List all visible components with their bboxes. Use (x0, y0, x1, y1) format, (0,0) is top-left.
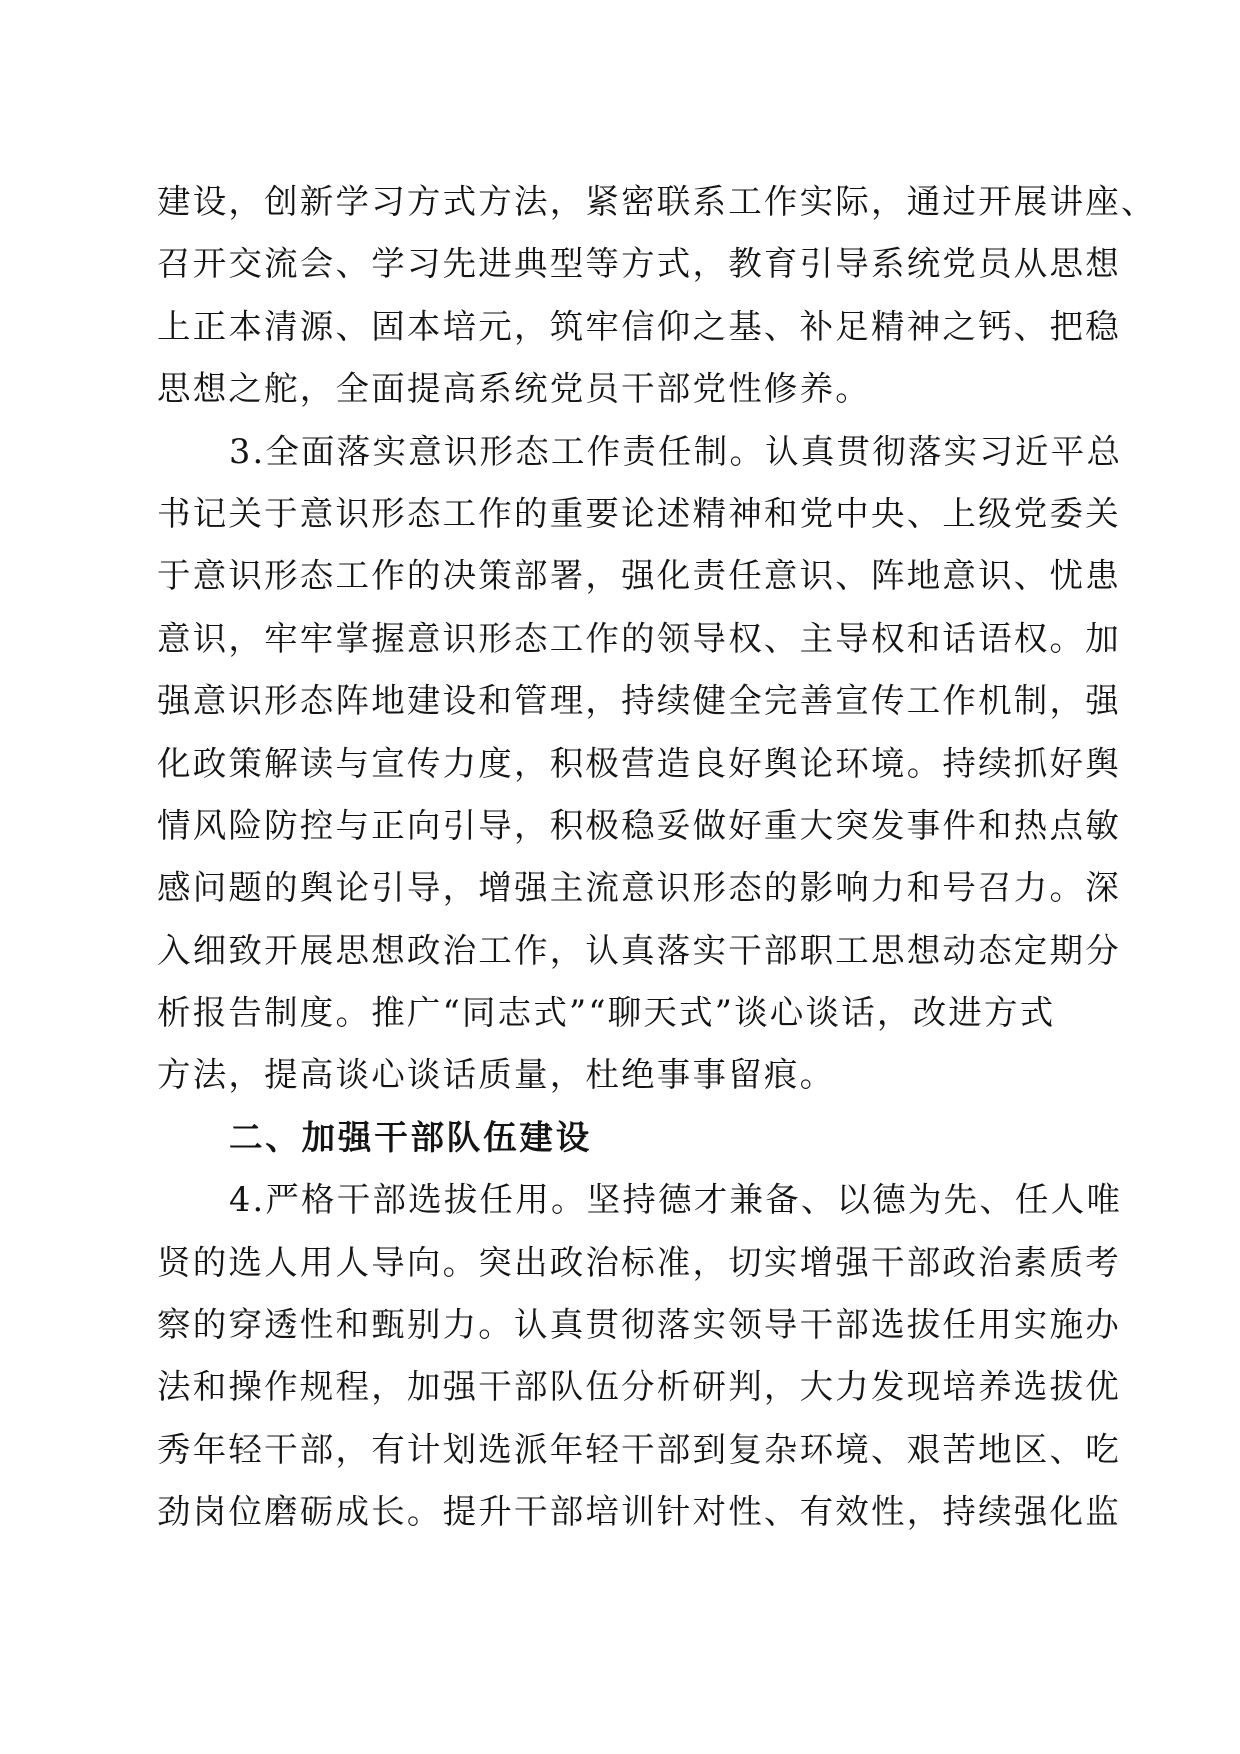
body-text-line: 强意识形态阵地建设和管理，持续健全完善宣传工作机制，强 (157, 681, 1121, 721)
body-text-line: 于意识形态工作的决策部署，强化责任意识、阵地意识、忧患 (157, 556, 1121, 596)
body-text-line: 劲岗位磨砺成长。提升干部培训针对性、有效性，持续强化监 (157, 1492, 1121, 1532)
body-text-line: 析报告制度。推广“同志式”“聊天式”谈心谈话，改进方式 (157, 993, 1056, 1033)
body-text-line: 贤的选人用人导向。突出政治标准，切实增强干部政治素质考 (157, 1242, 1121, 1282)
body-text-line: 情风险防控与正向引导，积极稳妥做好重大突发事件和热点敏 (157, 805, 1121, 845)
paragraph-first-line: 3.全面落实意识形态工作责任制。认真贯彻落实习近平总 (229, 431, 1123, 471)
body-text-line: 方法，提高谈心谈话质量，杜绝事事留痕。 (157, 1055, 836, 1095)
body-text-line: 入细致开展思想政治工作，认真落实干部职工思想动态定期分 (157, 930, 1121, 970)
body-text-line: 建设，创新学习方式方法，紧密联系工作实际，通过开展讲座、 (157, 182, 1157, 221)
paragraph-first-line: 4.严格干部选拔任用。坚持德才兼备、以德为先、任人唯 (229, 1180, 1123, 1220)
section-heading: 二、加强干部队伍建设 (229, 1117, 592, 1157)
body-text-line: 感问题的舆论引导，增强主流意识形态的影响力和号召力。深 (157, 868, 1121, 908)
body-text-line: 察的穿透性和甄别力。认真贯彻落实领导干部选拔任用实施办 (157, 1305, 1121, 1345)
document-body (157, 171, 1157, 1544)
body-text-line: 召开交流会、学习先进典型等方式，教育引导系统党员从思想 (157, 244, 1121, 284)
body-text-line: 化政策解读与宣传力度，积极营造良好舆论环境。持续抓好舆 (157, 743, 1121, 783)
body-text-line: 上正本清源、固本培元，筑牢信仰之基、补足精神之钙、把稳 (157, 306, 1121, 346)
body-text-line: 书记关于意识形态工作的重要论述精神和党中央、上级党委关 (157, 493, 1121, 533)
body-text-line: 法和操作规程，加强干部队伍分析研判，大力发现培养选拔优 (157, 1367, 1121, 1407)
body-text-line: 秀年轻干部，有计划选派年轻干部到复杂环境、艰苦地区、吃 (157, 1429, 1121, 1469)
body-text-line: 意识，牢牢掌握意识形态工作的领导权、主导权和话语权。加 (157, 618, 1121, 658)
body-text-line: 思想之舵，全面提高系统党员干部党性修养。 (157, 369, 871, 409)
